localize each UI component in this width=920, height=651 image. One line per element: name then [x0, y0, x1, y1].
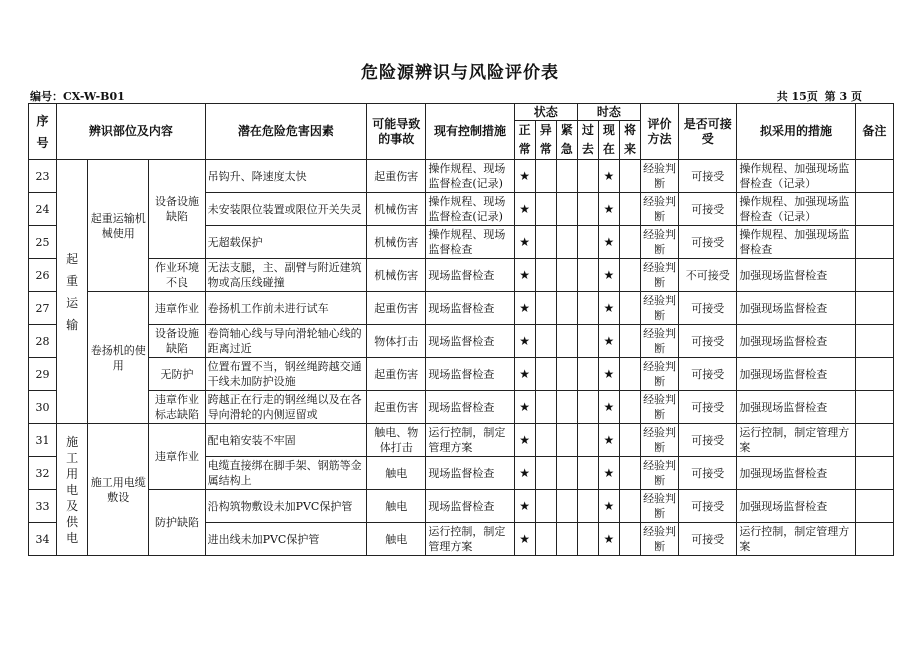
- header-seq: 序号: [29, 104, 57, 160]
- category-env-bad: 作业环境不良: [149, 259, 205, 292]
- star-mark: ★: [598, 457, 619, 490]
- risk-assessment-table: [28, 103, 894, 556]
- control-cell: 运行控制，制定管理方案: [426, 523, 514, 556]
- acceptable-cell: 可接受: [679, 490, 737, 523]
- star-mark: ★: [598, 358, 619, 391]
- header-state-emergency: 紧急: [556, 121, 577, 160]
- acceptable-cell: 可接受: [679, 226, 737, 259]
- subgroup-lifting-machinery: 起重运输机械使用: [88, 160, 149, 292]
- method-cell: 经验判断: [641, 259, 679, 292]
- header-state-abnormal: 异常: [535, 121, 556, 160]
- table-row: [29, 391, 894, 424]
- control-cell: 现场监督检查: [426, 325, 514, 358]
- accident-cell: 触电: [367, 457, 426, 490]
- hazard-cell: 位置布置不当，钢丝绳跨越交通干线未加防护设施: [205, 358, 367, 391]
- acceptable-cell: 可接受: [679, 523, 737, 556]
- accident-cell: 机械伤害: [367, 193, 426, 226]
- document-title: 危险源辨识与风险评价表: [361, 63, 559, 83]
- header-measure: 拟采用的措施: [737, 104, 855, 160]
- page-indicator: [774, 88, 862, 104]
- method-cell: 经验判断: [641, 160, 679, 193]
- control-cell: 现场监督检查: [426, 358, 514, 391]
- star-mark: ★: [598, 391, 619, 424]
- control-cell: 现场监督检查: [426, 259, 514, 292]
- measure-cell: 运行控制，制定管理方案: [737, 424, 855, 457]
- hazard-cell: 卷筒轴心线与导向滑轮轴心线的距离过近: [205, 325, 367, 358]
- acceptable-cell: 不可接受: [679, 259, 737, 292]
- control-cell: 现场监督检查: [426, 292, 514, 325]
- group-lifting: 起重运输: [57, 160, 88, 424]
- method-cell: 经验判断: [641, 424, 679, 457]
- accident-cell: 起重伤害: [367, 292, 426, 325]
- method-cell: 经验判断: [641, 292, 679, 325]
- star-mark: ★: [514, 490, 535, 523]
- control-cell: 操作规程、现场监督检查(记录): [426, 160, 514, 193]
- measure-cell: 操作规程、加强现场监督检查: [737, 226, 855, 259]
- hazard-cell: 配电箱安装不牢固: [205, 424, 367, 457]
- star-mark: ★: [514, 226, 535, 259]
- acceptable-cell: 可接受: [679, 457, 737, 490]
- star-mark: ★: [598, 490, 619, 523]
- table-row: [29, 259, 894, 292]
- method-cell: 经验判断: [641, 226, 679, 259]
- page-total: 共 15页: [776, 90, 818, 103]
- control-cell: 现场监督检查: [426, 490, 514, 523]
- table-body: [29, 104, 894, 556]
- star-mark: ★: [514, 424, 535, 457]
- measure-cell: 操作规程、加强现场监督检查（记录）: [737, 160, 855, 193]
- method-cell: 经验判断: [641, 325, 679, 358]
- acceptable-cell: 可接受: [679, 424, 737, 457]
- star-mark: ★: [598, 226, 619, 259]
- category-protection-defect: 防护缺陷: [149, 490, 205, 556]
- hazard-cell: 卷扬机工作前未进行试车: [205, 292, 367, 325]
- star-mark: ★: [514, 259, 535, 292]
- header-state: 状态: [514, 104, 577, 121]
- accident-cell: 触电: [367, 490, 426, 523]
- subgroup-winch: 卷扬机的使用: [88, 292, 149, 424]
- accident-cell: 起重伤害: [367, 358, 426, 391]
- category-violation-2: 违章作业: [149, 424, 205, 490]
- method-cell: 经验判断: [641, 391, 679, 424]
- star-mark: ★: [514, 523, 535, 556]
- acceptable-cell: 可接受: [679, 292, 737, 325]
- table-row: [29, 424, 894, 457]
- category-violation: 违章作业: [149, 292, 205, 325]
- accident-cell: 物体打击: [367, 325, 426, 358]
- page-current: 第 3 页: [824, 90, 862, 103]
- control-cell: 操作规程、现场监督检查: [426, 226, 514, 259]
- measure-cell: 加强现场监督检查: [737, 457, 855, 490]
- row-number: 29: [29, 358, 57, 391]
- star-mark: ★: [514, 325, 535, 358]
- row-number: 24: [29, 193, 57, 226]
- hazard-cell: 吊钩升、降速度太快: [205, 160, 367, 193]
- acceptable-cell: 可接受: [679, 160, 737, 193]
- row-number: 27: [29, 292, 57, 325]
- accident-cell: 机械伤害: [367, 226, 426, 259]
- table-row: [29, 490, 894, 523]
- hazard-cell: 跨越正在行走的钢丝绳以及在各导向滑轮的内侧逗留或: [205, 391, 367, 424]
- measure-cell: 操作规程、加强现场监督检查（记录）: [737, 193, 855, 226]
- star-mark: ★: [514, 457, 535, 490]
- method-cell: 经验判断: [641, 490, 679, 523]
- header-method: 评价方法: [641, 104, 679, 160]
- method-cell: 经验判断: [641, 358, 679, 391]
- accident-cell: 起重伤害: [367, 391, 426, 424]
- table-row: [29, 358, 894, 391]
- method-cell: 经验判断: [641, 193, 679, 226]
- row-number: 25: [29, 226, 57, 259]
- method-cell: 经验判断: [641, 457, 679, 490]
- header-remark: 备注: [855, 104, 893, 160]
- accident-cell: 触电、物体打击: [367, 424, 426, 457]
- star-mark: ★: [598, 160, 619, 193]
- header-tense-past: 过去: [577, 121, 598, 160]
- hazard-cell: 无法支腿，主、副臂与附近建筑物或高压线碰撞: [205, 259, 367, 292]
- row-number: 30: [29, 391, 57, 424]
- control-cell: 操作规程、现场监督检查(记录): [426, 193, 514, 226]
- measure-cell: 运行控制，制定管理方案: [737, 523, 855, 556]
- star-mark: ★: [598, 325, 619, 358]
- category-equip-defect: 设备设施缺陷: [149, 160, 205, 259]
- star-mark: ★: [514, 391, 535, 424]
- star-mark: ★: [514, 358, 535, 391]
- hazard-cell: 电缆直接绑在脚手架、钢筋等金属结构上: [205, 457, 367, 490]
- table-row: [29, 325, 894, 358]
- star-mark: ★: [598, 424, 619, 457]
- table-row: [29, 292, 894, 325]
- control-cell: 运行控制，制定管理方案: [426, 424, 514, 457]
- star-mark: ★: [598, 193, 619, 226]
- header-state-normal: 正常: [514, 121, 535, 160]
- category-sign-defect: 违章作业标志缺陷: [149, 391, 205, 424]
- header-tense-present: 现在: [598, 121, 619, 160]
- acceptable-cell: 可接受: [679, 193, 737, 226]
- row-number: 33: [29, 490, 57, 523]
- table-row: [29, 160, 894, 193]
- star-mark: ★: [514, 193, 535, 226]
- hazard-cell: 沿构筑物敷设未加PVC保护管: [205, 490, 367, 523]
- document-code: 编号：CX-W-B01: [30, 90, 125, 103]
- star-mark: ★: [514, 160, 535, 193]
- accident-cell: 起重伤害: [367, 160, 426, 193]
- header-control: 现有控制措施: [426, 104, 514, 160]
- category-equip-defect-2: 设备设施缺陷: [149, 325, 205, 358]
- row-number: 23: [29, 160, 57, 193]
- row-number: 31: [29, 424, 57, 457]
- accident-cell: 触电: [367, 523, 426, 556]
- method-cell: 经验判断: [641, 523, 679, 556]
- star-mark: ★: [598, 292, 619, 325]
- acceptable-cell: 可接受: [679, 325, 737, 358]
- acceptable-cell: 可接受: [679, 358, 737, 391]
- acceptable-cell: 可接受: [679, 391, 737, 424]
- star-mark: ★: [598, 259, 619, 292]
- measure-cell: 加强现场监督检查: [737, 391, 855, 424]
- subgroup-cable: 施工用电缆敷设: [88, 424, 149, 556]
- measure-cell: 加强现场监督检查: [737, 325, 855, 358]
- row-number: 34: [29, 523, 57, 556]
- header-tense-future: 将来: [619, 121, 640, 160]
- measure-cell: 加强现场监督检查: [737, 259, 855, 292]
- hazard-cell: 未安装限位装置或限位开关失灵: [205, 193, 367, 226]
- control-cell: 现场监督检查: [426, 457, 514, 490]
- hazard-cell: 无超载保护: [205, 226, 367, 259]
- measure-cell: 加强现场监督检查: [737, 490, 855, 523]
- header-part: 辨识部位及内容: [57, 104, 205, 160]
- hazard-cell: 进出线未加PVC保护管: [205, 523, 367, 556]
- header-hazard: 潜在危险危害因素: [205, 104, 367, 160]
- row-number: 28: [29, 325, 57, 358]
- category-no-protection: 无防护: [149, 358, 205, 391]
- star-mark: ★: [514, 292, 535, 325]
- header-row-1: [29, 104, 894, 121]
- row-number: 26: [29, 259, 57, 292]
- row-number: 32: [29, 457, 57, 490]
- header-acceptable: 是否可接受: [679, 104, 737, 160]
- accident-cell: 机械伤害: [367, 259, 426, 292]
- control-cell: 现场监督检查: [426, 391, 514, 424]
- header-accident: 可能导致的事故: [367, 104, 426, 160]
- star-mark: ★: [598, 523, 619, 556]
- group-electric: 施工用电及供电: [57, 424, 88, 556]
- measure-cell: 加强现场监督检查: [737, 292, 855, 325]
- measure-cell: 加强现场监督检查: [737, 358, 855, 391]
- header-tense: 时态: [577, 104, 640, 121]
